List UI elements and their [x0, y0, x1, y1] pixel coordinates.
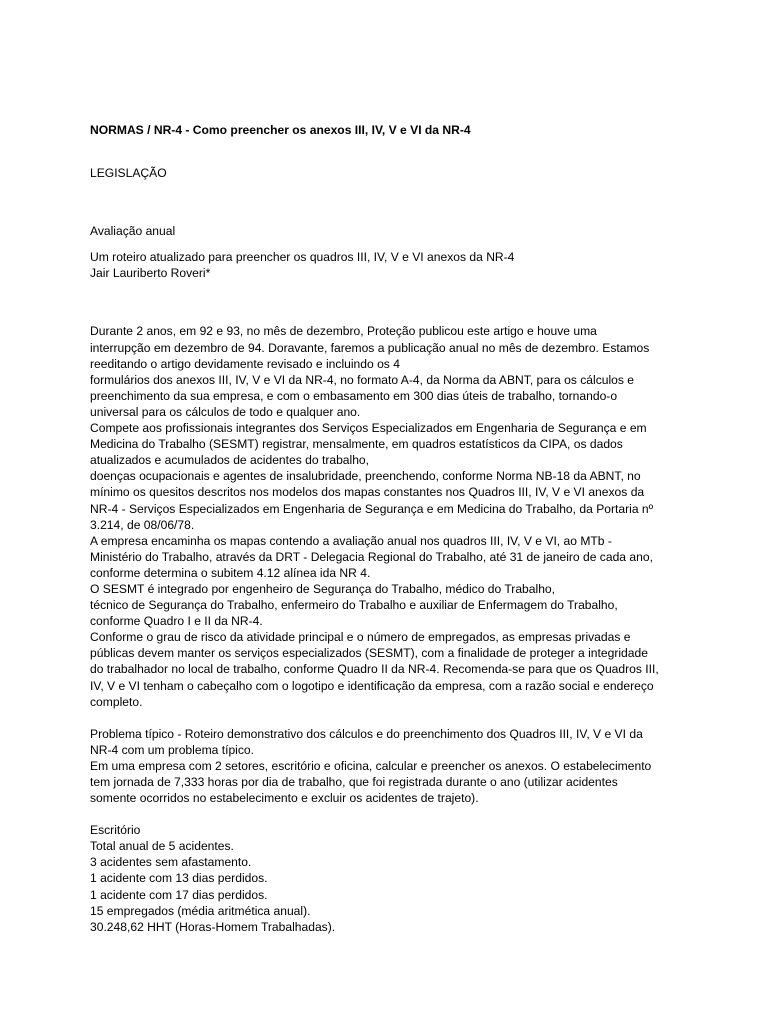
- heading-prefix: NORMAS /: [90, 123, 154, 137]
- paragraph-line: somente ocorridos no estabelecimento e excluir os acidentes de trajeto).: [90, 791, 479, 806]
- paragraph-line: formulários dos anexos III, IV, V e VI da NR-4, no formato A-4, da Norma da ABNT, para os cálculos e: [90, 372, 635, 387]
- document-page: [90, 122, 680, 935]
- body-paragraph: [90, 822, 680, 935]
- paragraph-line: Ministério do Trabalho, através da DRT - Delegacia Regional do Trabalho, até 31 de janeiro de cada ano,: [90, 549, 653, 564]
- paragraph-line: Total anual de 5 acidentes.: [90, 839, 234, 854]
- paragraph-line: completo.: [90, 694, 143, 709]
- paragraph-line: reeditando o artigo devidamente revisado e incluindo os 4: [90, 356, 400, 371]
- paragraph-line: atualizados e acumulados de acidentes do trabalho,: [90, 453, 370, 468]
- paragraph-line: 30.248,62 HHT (Horas-Homem Trabalhadas).: [90, 919, 336, 934]
- paragraph-line: do trabalhador no local de trabalho, conforme Quadro II da NR-4. Recomenda-se para que os Quadros III,: [90, 662, 659, 677]
- paragraph-line: Compete aos profissionais integrantes dos Serviços Especializados em Engenharia de Segurança e em: [90, 421, 647, 436]
- paragraph-line: públicas devem manter os serviços especializados (SESMT), com a finalidade de proteger a integridade: [90, 646, 648, 661]
- article-author: Jair Lauriberto Roveri*: [90, 266, 211, 281]
- paragraph-line: 1 acidente com 17 dias perdidos.: [90, 887, 268, 902]
- subsection-title: Avaliação anual: [90, 224, 176, 239]
- paragraph-line: Escritório: [90, 823, 141, 838]
- section-label: LEGISLAÇÃO: [90, 166, 167, 181]
- body-paragraph: [90, 726, 680, 806]
- paragraph-line: NR-4 - Serviços Especializados em Engenharia de Segurança e em Medicina do Trabalho, da Portaria nº: [90, 501, 654, 516]
- paragraph-line: preenchimento da sua empresa, e com o embasamento em 300 dias úteis de trabalho, tornando-o: [90, 388, 618, 403]
- paragraph-line: Conforme o grau de risco da atividade principal e o número de empregados, as empresas privadas e: [90, 630, 631, 645]
- paragraph-line: O SESMT é integrado por engenheiro de Segurança do Trabalho, médico do Trabalho,: [90, 581, 556, 596]
- paragraph-line: Em uma empresa com 2 setores, escritório e oficina, calcular e preencher os anexos. O estabelecimento: [90, 758, 652, 773]
- paragraph-line: conforme determina o subitem 4.12 alínea ida NR 4.: [90, 565, 371, 580]
- paragraph-line: Problema típico - Roteiro demonstrativo dos cálculos e do preenchimento dos Quadros III, IV, V e VI da: [90, 726, 643, 741]
- paragraph-line: 3 acidentes sem afastamento.: [90, 855, 252, 870]
- paragraph-line: mínimo os quesitos descritos nos modelos dos mapas constantes nos Quadros III, IV, V e VI anexos da: [90, 485, 645, 500]
- article-body: [90, 323, 680, 934]
- paragraph-line: interrupção em dezembro de 94. Doravante, faremos a publicação anual no mês de dezembro. Estamos: [90, 340, 650, 355]
- paragraph-line: tem jornada de 7,333 horas por dia de trabalho, que foi registrada durante o ano (utilizar acidentes: [90, 775, 618, 789]
- paragraph-line: Medicina do Trabalho (SESMT) registrar, mensalmente, em quadros estatísticos da CIPA, os dados: [90, 437, 623, 452]
- paragraph-line: NR-4 com um problema típico.: [90, 742, 254, 757]
- paragraph-line: doenças ocupacionais e agentes de insalubridade, preenchendo, conforme Norma NB-18 da ABNT, no: [90, 469, 641, 484]
- paragraph-line: conforme Quadro I e II da NR-4.: [90, 614, 263, 629]
- paragraph-line: Durante 2 anos, em 92 e 93, no mês de dezembro, Proteção publicou este artigo e houve uma: [90, 324, 597, 339]
- body-paragraph: [90, 323, 680, 709]
- document-heading: [90, 122, 680, 138]
- paragraph-line: universal para os cálculos de todo e qualquer ano.: [90, 404, 361, 419]
- article-subtitle: Um roteiro atualizado para preencher os quadros III, IV, V e VI anexos da NR-4: [90, 250, 515, 265]
- paragraph-line: técnico de Segurança do Trabalho, enfermeiro do Trabalho e auxiliar de Enfermagem do Trabalho,: [90, 598, 618, 613]
- paragraph-line: 15 empregados (média aritmética anual).: [90, 903, 311, 918]
- paragraph-line: 3.214, de 08/06/78.: [90, 517, 195, 532]
- paragraph-line: 1 acidente com 13 dias perdidos.: [90, 871, 268, 886]
- paragraph-line: IV, V e VI tenham o cabeçalho com o logotipo e identificação da empresa, com a razão social e endereço: [90, 678, 654, 693]
- heading-title: NR-4 - Como preencher os anexos III, IV, V e VI da NR-4: [153, 123, 471, 137]
- paragraph-line: A empresa encaminha os mapas contendo a avaliação anual nos quadros III, IV, V e VI, ao MTb -: [90, 533, 612, 548]
